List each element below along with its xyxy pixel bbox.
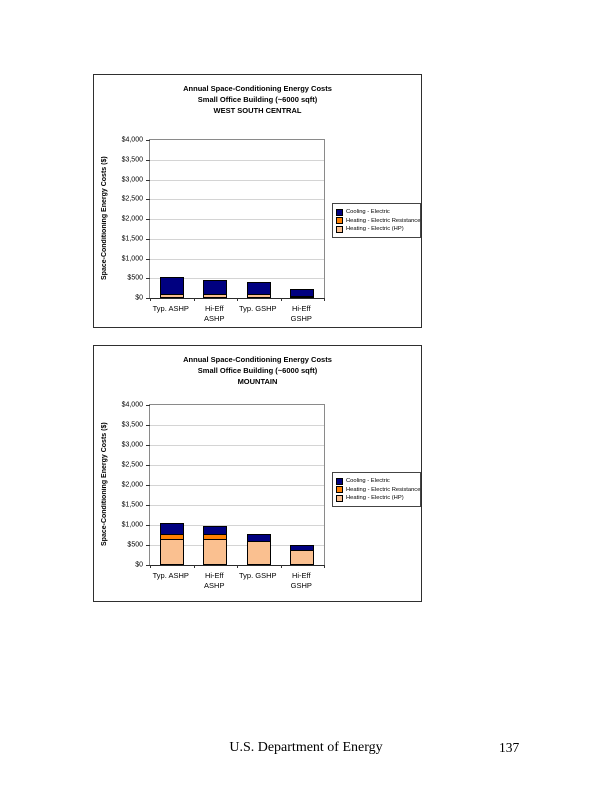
y-tick-label: $3,000: [121, 176, 143, 183]
bar-segment: [160, 294, 184, 298]
y-tick-mark: [146, 140, 150, 141]
legend-swatch: [336, 486, 343, 493]
bar-segment: [160, 539, 184, 565]
legend-label: Heating - Electric Resistance: [346, 217, 421, 224]
chart-subtitle: Small Office Building (~6000 sqft): [197, 95, 318, 104]
legend-item: [336, 495, 419, 502]
bar-segment: [290, 550, 314, 565]
x-category-label-line: Hi-Eff: [204, 571, 224, 580]
legend-item: [336, 209, 419, 216]
x-category-label: [280, 304, 324, 324]
gridline: [150, 505, 324, 506]
legend-swatch: [336, 495, 343, 502]
y-tick-mark: [146, 199, 150, 200]
y-tick-label: $3,500: [121, 421, 143, 429]
y-tick-label: $500: [127, 274, 143, 282]
x-tick-mark: [150, 565, 151, 568]
y-tick-mark: [146, 405, 150, 406]
legend-label: Heating - Electric (HP): [346, 226, 404, 232]
legend-label: Heating - Electric (HP): [346, 495, 404, 501]
y-tick-mark: [146, 465, 150, 466]
x-tick-mark: [324, 565, 325, 568]
y-tick-mark: [146, 160, 150, 161]
y-tick-mark: [146, 180, 150, 181]
bar-segment: [203, 294, 227, 298]
bar-segment: [290, 296, 314, 298]
gridline: [150, 239, 324, 240]
y-tick-label: $0: [135, 294, 143, 302]
bar-stack: [203, 280, 227, 298]
y-tick-mark: [146, 239, 150, 240]
x-tick-mark: [237, 298, 238, 301]
bar-segment: [203, 539, 227, 565]
x-category-label: [193, 304, 237, 324]
y-tick-mark: [146, 485, 150, 486]
y-tick-label: $3,000: [121, 441, 143, 449]
bar-segment: [247, 541, 271, 565]
y-tick-label: $3,500: [121, 156, 143, 164]
legend-label: Heating - Electric Resistance: [346, 486, 421, 493]
y-tick-label: $1,000: [121, 521, 143, 529]
legend: [332, 472, 421, 507]
y-tick-label: $0: [135, 561, 143, 569]
bar-stack: [160, 277, 184, 298]
legend-label: Cooling - Electric: [346, 478, 390, 484]
y-tick-mark: [146, 278, 150, 279]
bar-segment: [247, 294, 271, 298]
bar-stack: [290, 289, 314, 298]
gridline: [150, 425, 324, 426]
x-category-label-line: GSHP: [290, 581, 312, 590]
y-tick-label: $2,500: [121, 195, 143, 203]
gridline: [150, 259, 324, 260]
page-number: 137: [499, 740, 520, 755]
gridline: [150, 199, 324, 200]
y-tick-label: $4,000: [121, 136, 143, 144]
legend-swatch: [336, 217, 343, 224]
bar-segment: [203, 280, 227, 296]
legend-item: [336, 226, 419, 233]
x-tick-mark: [194, 298, 195, 301]
x-tick-mark: [194, 565, 195, 568]
x-category-label-line: Typ. GSHP: [238, 571, 277, 580]
x-tick-mark: [150, 298, 151, 301]
y-tick-mark: [146, 505, 150, 506]
chart-subtitle: Small Office Building (~6000 sqft): [197, 366, 318, 375]
x-tick-mark: [281, 565, 282, 568]
x-category-label-line: GSHP: [290, 314, 312, 323]
gridline: [150, 465, 324, 466]
legend-swatch: [336, 209, 343, 216]
y-tick-mark: [146, 259, 150, 260]
x-category-label-line: Typ. ASHP: [152, 571, 189, 580]
chart-region: WEST SOUTH CENTRAL: [213, 106, 302, 115]
y-tick-label: $2,000: [121, 215, 143, 223]
chart-title-block: [94, 83, 421, 116]
x-tick-mark: [324, 298, 325, 301]
y-tick-mark: [146, 219, 150, 220]
legend-item: [336, 217, 419, 224]
y-tick-mark: [146, 525, 150, 526]
bar-segment: [160, 277, 184, 294]
x-category-label-line: Typ. GSHP: [238, 304, 277, 313]
bar-stack: [290, 545, 314, 565]
x-category-label: [236, 571, 280, 581]
x-category-label-line: Hi-Eff: [291, 571, 311, 580]
y-tick-label: $1,500: [121, 501, 143, 509]
y-tick-mark: [146, 445, 150, 446]
footer-text: U.S. Department of Energy: [229, 740, 383, 755]
x-tick-mark: [237, 565, 238, 568]
gridline: [150, 485, 324, 486]
x-category-label: [149, 304, 193, 314]
chart-title: Annual Space-Conditioning Energy Costs: [183, 355, 332, 364]
legend-label: Cooling - Electric: [346, 209, 390, 215]
gridline: [150, 160, 324, 161]
x-category-label: [280, 571, 324, 591]
legend-swatch: [336, 226, 343, 233]
plot-area: [121, 136, 325, 302]
gridline: [150, 180, 324, 181]
bar-stack: [247, 534, 271, 565]
chart-west-south-central: [93, 74, 422, 328]
x-category-label-line: Typ. ASHP: [152, 304, 189, 313]
chart-region: MOUNTAIN: [237, 377, 278, 386]
y-tick-label: $2,000: [121, 481, 143, 489]
x-category-label-line: Hi-Eff: [204, 304, 224, 313]
plot-area: [121, 401, 325, 569]
bar-stack: [247, 282, 271, 298]
y-axis-title: Space-Conditioning Energy Costs ($): [101, 422, 108, 546]
chart-mountain: [93, 345, 422, 602]
x-category-label-line: Hi-Eff: [291, 304, 311, 313]
y-tick-label: $2,500: [121, 461, 143, 469]
legend-item: [336, 486, 419, 493]
legend-item: [336, 478, 419, 485]
legend: [332, 203, 421, 238]
x-category-label: [193, 571, 237, 591]
x-tick-mark: [281, 298, 282, 301]
legend-swatch: [336, 478, 343, 485]
chart-title-block: [94, 354, 421, 387]
y-tick-mark: [146, 545, 150, 546]
bar-stack: [203, 526, 227, 565]
bar-stack: [160, 523, 184, 565]
y-tick-label: $500: [127, 541, 143, 549]
y-tick-label: $4,000: [121, 401, 143, 409]
y-tick-mark: [146, 425, 150, 426]
x-category-label-line: ASHP: [204, 581, 225, 590]
y-tick-label: $1,000: [121, 255, 143, 262]
x-category-label-line: ASHP: [204, 314, 225, 323]
y-axis-title: Space-Conditioning Energy Costs ($): [101, 156, 108, 280]
chart-title: Annual Space-Conditioning Energy Costs: [183, 84, 332, 93]
y-tick-label: $1,500: [121, 235, 143, 243]
gridline: [150, 219, 324, 220]
x-category-label: [236, 304, 280, 314]
x-category-label: [149, 571, 193, 581]
gridline: [150, 445, 324, 446]
